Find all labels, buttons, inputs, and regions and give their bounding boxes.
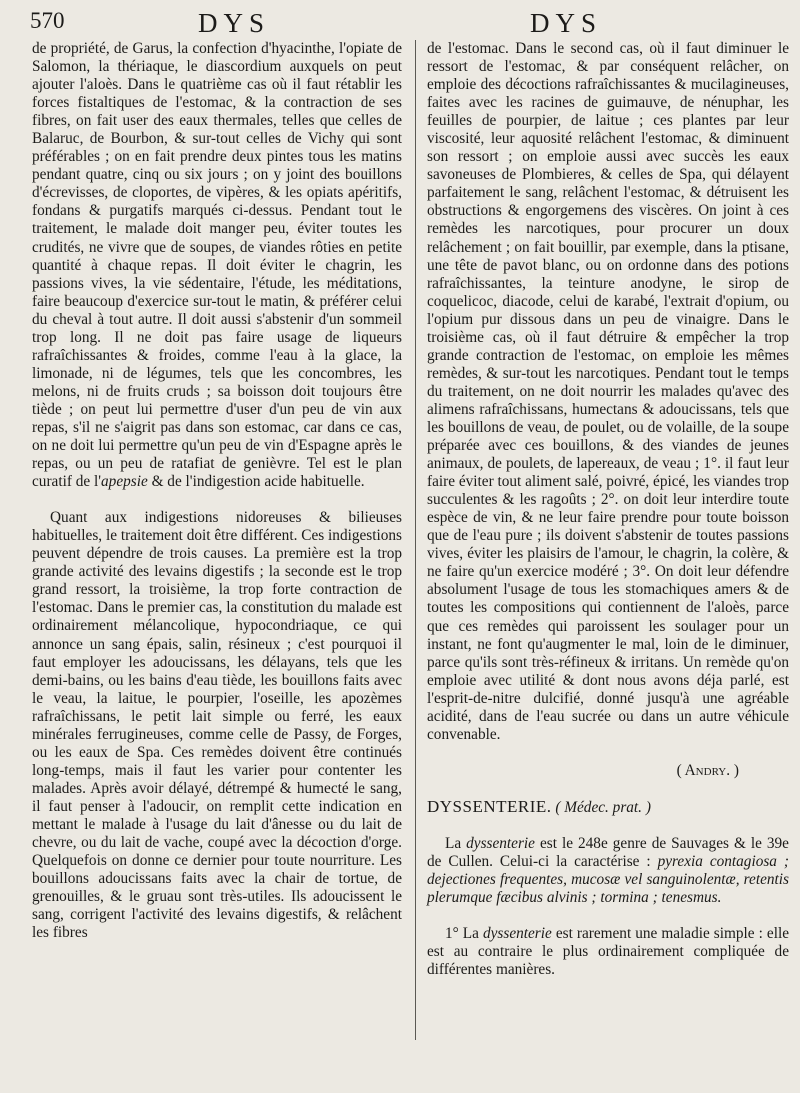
right-paragraph-2-latin: pyrexia contagiosa ; dejectiones frequentes, mucosæ vel sanguinolentæ, retentis plerumque fæcibus alvinis ; tormina ; tenesmus. [427,852,789,907]
right-paragraph-3-start: 1° La [445,925,483,943]
running-head-right: DYS [530,8,603,38]
left-paragraph-2: Quant aux indigestions nidoreuses & bilieuses habituelles, le traitement doit être différent. Ces indigestions peuvent dépendre de trois causes. La première est la trop grande activité des levains digestifs ; la seconde est le trop grand ressort, la troisième, la trop forte contraction de l'estomac. Dans le premier cas, la constitution du malade est ordinairement mélancolique, hypocondriaque, ce qui annonce un sang épais, salin, résineux ; c'est pourquoi il faut employer les adoucissans, les délayans, tels que les demi-bains, ou les bains d'eau tiède, les bouillons faits avec le veau, la laitue, le pourpier, l'oseille, les apozèmes rafraîchissans, le petit lait simple ou ferré, les eaux minérales ferrugineuses, comme celle de Passy, de Forges, ou les eaux de Spa. Ces remèdes doivent être continués long-temps, mais il faut les varier pour contenter les malades. Après avoir délayé, détrempé & humecté le sang, il faut penser à l'adoucir, on remplit cette indication en mettant le malade à l'usage du lait d'ânesse ou du lait de chevre, ou du lait de vache, coupé avec la décoction d'orge. Quelquefois on donne ce dernier pour toute nourriture. Les bouillons adoucissans faits avec la chair de tortue, de grenouilles, & le gruau sont très-utiles. Ils adoucissent le sang, corrigent l'activité des levains digestifs, & relâchent les fibres [32,509,402,942]
column-divider [415,40,416,1040]
entry-heading [427,798,789,817]
paragraph-gap [427,744,789,762]
right-paragraph-2 [427,835,789,907]
paragraph-gap [427,817,789,835]
right-paragraph-3 [427,925,789,979]
left-paragraph-1-text: de propriété, de Garus, la confection d'hyacinthe, l'opiate de Salomon, la thériaque, le diascordium auxquels on peut ajouter l'aloès. Dans le quatrième cas où il faut rétablir les forces fistaltiques de l'estomac, & la contraction de ses fibres, on fait user des eaux thermales, telles que celles de Balaruc, de Bourbon, & sur-tout celles de Vichy qui sont préférables ; on en fait prendre deux pintes tous les matins pendant quatre, cinq ou six jours ; on y joint des bouillons d'écrevisses, de cloportes, de vipères, & les opiats apéritifs, fondans & purgatifs marqués ci-dessus. Pendant tout le traitement, le malade doit manger peu, éviter toutes les crudités, ne vivre que de soupes, de viandes rôties en petite quantité à chaque repas. Il doit éviter le chagrin, les passions vives, la vie sédentaire, l'étude, les méditations, faire beaucoup d'exercice sur-tout le matin, & préférer celui du cheval à tout autre. Il doit aussi s'abstenir d'un sommeil trop long. Il ne doit pas faire usage de liqueurs rafraîchissantes & froides, comme l'eau à la glace, la limonade, ni de légumes, tels que les concombres, les melons, ni de fruits cruds ; sa boisson doit toujours être tiède ; on peut lui permettre d'user d'un peu de vin aux repas, s'il ne s'aigrit pas dans son estomac, car dans ce cas, on ne doit lui permettre qu'un peu de vin d'Espagne après le repas, ou un peu de ratafiat de genièvre. Tel est le plan curatif de l' [32,40,402,491]
running-head-left: DYS [198,8,271,38]
author-signature: ( Andry. ) [676,761,739,779]
entry-category: ( Médec. prat. ) [555,798,651,816]
left-paragraph-1 [32,40,402,491]
page-number: 570 [30,8,65,33]
right-paragraph-2-mid: est le 248e genre de Sauvages & le 39e de Cullen. Celui-ci la caractérise : [427,834,789,870]
left-paragraph-1-italic: apepsie [101,473,148,491]
right-paragraph-3-italic: dyssenterie [482,925,552,943]
right-paragraph-1: de l'estomac. Dans le second cas, où il faut diminuer le ressort de l'estomac, & par conséquent relâcher, on emploie des décoctions rafraîchissantes & mucilagineuses, faites avec les racines de guimauve, de nénuphar, les feuilles de pourpier, de laitue ; ces plantes par leur viscosité, leur aquosité relâchent l'estomac, & diminuent son ressort ; on emploie aussi avec succès les eaux savoneuses de Plombieres, & celles de Spa, qui délayent parfaitement le sang, relâchent l'estomac, & détruisent les obstructions & engorgemens des viscères. On joint à ces remèdes les narcotiques, pour procurer un doux relâchement ; on fait bouillir, par exemple, dans la ptisane, une tête de pavot blanc, ou on ordonne dans des potions rafraîchissantes, la teinture anodyne, le sirop de coquelicoc, diacode, celui de karabé, l'extrait d'opium, ou l'opium pur dissous dans un peu de vinaigre. Dans le troisième cas, où il faut détruire & empêcher la trop grande contraction de l'estomac, on emploie les mêmes remèdes, & sur-tout les narcotiques. Pendant tout le temps du traitement, on ne doit nourrir les malades qu'avec des alimens rafraîchissans, humectans & adoucissans, tels que les bouillons de veau, de poulet, ou de volaille, de la soupe préparée avec ces bouillons, & des viandes de jeunes animaux, de poulets, de lapereaux, de veau ; 1°. il faut leur faire éviter tout aliment salé, poivré, épicé, les viandes trop succulentes & les ragoûts ; 2°. on doit leur interdire toute espèce de vin, & ne leur faire prendre pour toute boisson que de l'eau pure ; ils doivent s'abstenir de toutes passions vives, éviter les plaisirs de l'amour, le chagrin, la colère, & ne faire qu'un exercice modéré ; 3°. On doit leur défendre absolument l'usage de tous les stomachiques amers & de toutes les compositions qui contiennent de l'aloès, parce que ces remèdes qui paroissent les soulager pour un instant, ne font qu'augmenter le mal, loin de le diminuer, parce qu'ils sont très-réfineux & irritans. Un remède qu'on emploie avec utilité & dont nous avons déja parlé, est l'esprit-de-nitre dulcifié, donné jusqu'à une agréable acidité, dans de l'eau sucrée ou dans un autre véhicule convenable. [427,40,789,743]
page-header [0,8,800,40]
paragraph-gap [32,491,402,509]
right-paragraph-3-end: est rarement une maladie simple : elle est au contraire le plus ordinairement compliquée de différentes manières. [427,925,789,979]
left-column [32,40,402,942]
right-paragraph-2-start: La [445,834,467,852]
right-column [427,40,789,979]
paragraph-gap [427,907,789,925]
paragraph-gap [427,780,789,798]
left-paragraph-1-end: & de l'indigestion acide habituelle. [147,473,365,491]
right-paragraph-2-italic-term: dyssenterie [466,834,535,852]
entry-title: DYSSENTERIE. [427,796,552,816]
